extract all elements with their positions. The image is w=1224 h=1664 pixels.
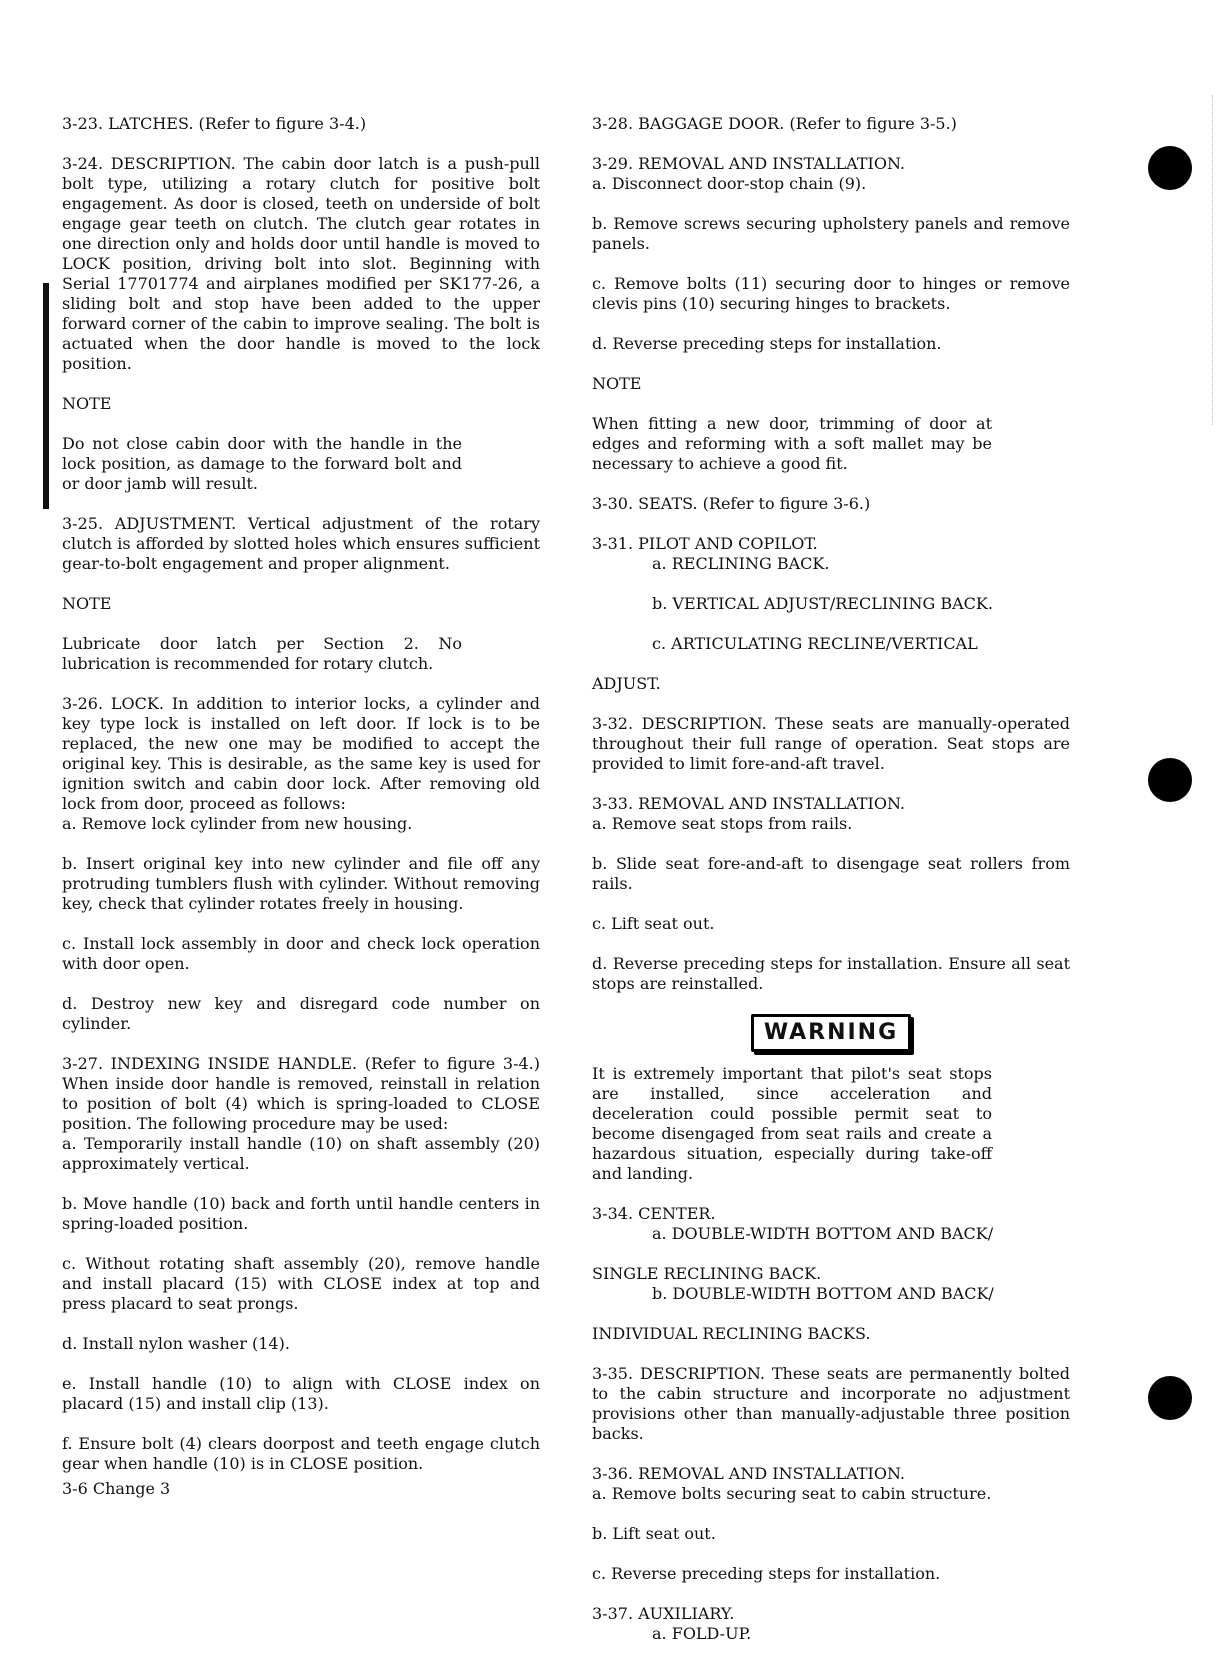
center-removal-steps xyxy=(592,1484,1070,1584)
seat-type-item-tail: INDIVIDUAL RECLINING BACKS. xyxy=(592,1324,871,1343)
page-footer: 3-6 Change 3 xyxy=(62,1479,171,1498)
step-item: c. Without rotating shaft assembly (20), remove handle and install placard (15) with CLOSE index at top and press placard to seat prongs. xyxy=(62,1254,540,1313)
paragraph-lock: 3-26. LOCK. In addition to interior locks, a cylinder and key type lock is installed on left door. If lock is to be replaced, the new one may be modified to accept the original key. This is desirable, as the same key is used for ignition switch and cabin door lock. After removing old lock from door, proceed as follows: xyxy=(62,694,540,813)
step-item: c. Reverse preceding steps for installation. xyxy=(592,1564,941,1583)
step-item: b. Lift seat out. xyxy=(592,1524,716,1543)
margin-mark xyxy=(1212,95,1215,425)
step-item: c. Remove bolts (11) securing door to hinges or remove clevis pins (10) securing hinges to brackets. xyxy=(592,274,1070,313)
baggage-steps xyxy=(592,174,1070,354)
paragraph-description: 3-32. DESCRIPTION. These seats are manually-operated throughout their full range of operation. Seat stops are provided to limit fore-and-aft travel. xyxy=(592,714,1070,773)
section-removal: 3-33. REMOVAL AND INSTALLATION. xyxy=(592,794,905,813)
seat-type-item: a. FOLD-UP. xyxy=(652,1624,752,1643)
warning-label: WARNING xyxy=(751,1014,911,1052)
step-item: d. Reverse preceding steps for installation. xyxy=(592,334,942,353)
binder-hole-icon xyxy=(1148,146,1192,190)
seat-type-item: b. VERTICAL ADJUST/RECLINING BACK. xyxy=(652,594,993,613)
step-item: c. Install lock assembly in door and check lock operation with door open. xyxy=(62,934,540,973)
note-body: When fitting a new door, trimming of door at edges and reforming with a soft mallet may be necessary to achieve a good fit. xyxy=(592,414,992,473)
seat-type-item-tail: ADJUST. xyxy=(592,674,661,693)
seat-type-item-tail: SINGLE RECLINING BACK. xyxy=(592,1264,822,1283)
note-title: NOTE xyxy=(62,594,112,613)
section-seats: 3-30. SEATS. (Refer to figure 3-6.) xyxy=(592,494,871,513)
section-baggage-door: 3-28. BAGGAGE DOOR. (Refer to figure 3-5.) xyxy=(592,114,957,133)
note-body: Lubricate door latch per Section 2. No lubrication is recommended for rotary clutch. xyxy=(62,634,462,673)
lock-steps xyxy=(62,814,540,1034)
section-center: 3-34. CENTER. xyxy=(592,1204,716,1223)
step-item: a. Disconnect door-stop chain (9). xyxy=(592,174,867,193)
change-bar xyxy=(43,283,49,509)
paragraph-indexing: 3-27. INDEXING INSIDE HANDLE. (Refer to figure 3-4.) When inside door handle is removed, reinstall in relation to position of bolt (4) which is spring-loaded to CLOSE position. The following procedure may be used: xyxy=(62,1054,540,1133)
paragraph-description: 3-24. DESCRIPTION. The cabin door latch is a push-pull bolt type, utilizing a rotary clutch for positive bolt engagement. As door is closed, teeth on underside of bolt engage gear teeth on clutch. The clutch gear rotates in one direction only and holds door until handle is moved to LOCK position, driving bolt into slot. Beginning with Serial 17701774 and airplanes modified per SK177-26, a sliding bolt and stop have been added to the upper forward corner of the cabin to improve sealing. The bolt is actuated when the door handle is moved to the lock position. xyxy=(62,154,540,373)
step-item: a. Remove seat stops from rails. xyxy=(592,814,853,833)
step-item: d. Install nylon washer (14). xyxy=(62,1334,290,1353)
note-body: Do not close cabin door with the handle in the lock position, as damage to the forward bolt and or door jamb will result. xyxy=(62,434,462,493)
section-pilot: 3-31. PILOT AND COPILOT. xyxy=(592,534,818,553)
step-item: d. Destroy new key and disregard code number on cylinder. xyxy=(62,994,540,1033)
section-removal: 3-36. REMOVAL AND INSTALLATION. xyxy=(592,1464,905,1483)
seat-type-item: a. DOUBLE-WIDTH BOTTOM AND BACK/ xyxy=(652,1224,994,1243)
note-title: NOTE xyxy=(592,374,642,393)
warning-banner xyxy=(592,1014,1070,1052)
section-latches: 3-23. LATCHES. (Refer to figure 3-4.) xyxy=(62,114,367,133)
section-removal: 3-29. REMOVAL AND INSTALLATION. xyxy=(592,154,905,173)
step-item: a. Temporarily install handle (10) on shaft assembly (20) approximately vertical. xyxy=(62,1134,540,1173)
paragraph-description: 3-35. DESCRIPTION. These seats are permanently bolted to the cabin structure and incorporate no adjustment provisions other than manually-adjustable three position backs. xyxy=(592,1364,1070,1443)
step-item: b. Remove screws securing upholstery panels and remove panels. xyxy=(592,214,1070,253)
step-item: a. Remove lock cylinder from new housing. xyxy=(62,814,413,833)
step-item: c. Lift seat out. xyxy=(592,914,715,933)
seat-type-item: a. RECLINING BACK. xyxy=(652,554,830,573)
seat-removal-steps xyxy=(592,814,1070,994)
step-item: b. Move handle (10) back and forth until handle centers in spring-loaded position. xyxy=(62,1194,540,1233)
seat-type-item: b. DOUBLE-WIDTH BOTTOM AND BACK/ xyxy=(652,1284,994,1303)
paragraph-adjustment: 3-25. ADJUSTMENT. Vertical adjustment of the rotary clutch is afforded by slotted holes which ensures sufficient gear-to-bolt engagement and proper alignment. xyxy=(62,514,540,573)
binder-hole-icon xyxy=(1148,1376,1192,1420)
step-item: b. Slide seat fore-and-aft to disengage seat rollers from rails. xyxy=(592,854,1070,893)
section-auxiliary: 3-37. AUXILIARY. xyxy=(592,1604,735,1623)
step-item: a. Remove bolts securing seat to cabin structure. xyxy=(592,1484,992,1503)
step-item: b. Insert original key into new cylinder and file off any protruding tumblers flush with cylinder. Without removing key, check that cylinder rotates freely in housing. xyxy=(62,854,540,913)
left-column xyxy=(62,114,540,1494)
step-item: d. Reverse preceding steps for installation. Ensure all seat stops are reinstalled. xyxy=(592,954,1070,993)
warning-body: It is extremely important that pilot's seat stops are installed, since acceleration and deceleration could possible permit seat to become disengaged from seat rails and create a hazardous situation, especially during take-off and landing. xyxy=(592,1064,992,1183)
note-title: NOTE xyxy=(62,394,112,413)
seat-type-item: c. ARTICULATING RECLINE/VERTICAL xyxy=(652,634,978,653)
indexing-steps xyxy=(62,1134,540,1474)
right-column xyxy=(592,114,1070,1664)
step-item: e. Install handle (10) to align with CLOSE index on placard (15) and install clip (13). xyxy=(62,1374,540,1413)
step-item: f. Ensure bolt (4) clears doorpost and teeth engage clutch gear when handle (10) is in CLOSE position. xyxy=(62,1434,540,1473)
binder-hole-icon xyxy=(1148,758,1192,802)
